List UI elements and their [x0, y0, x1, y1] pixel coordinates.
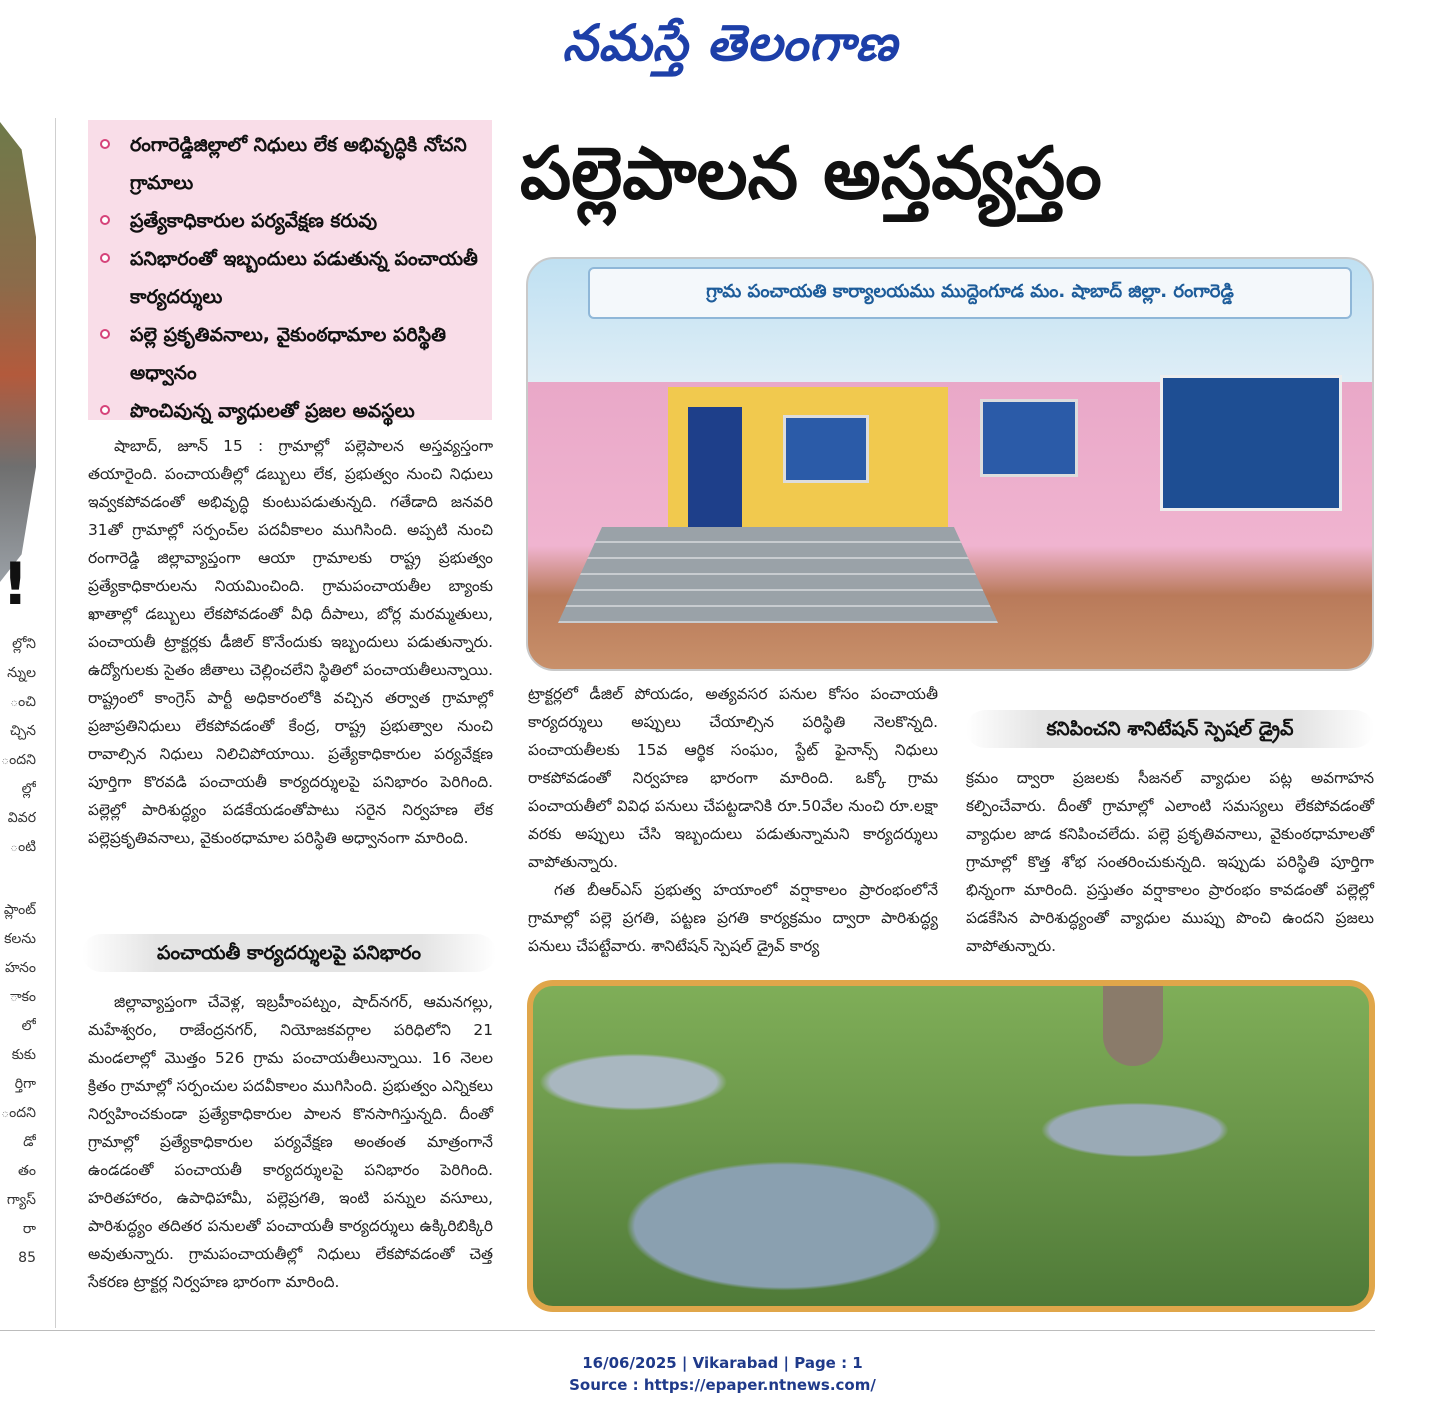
building-window	[783, 415, 869, 483]
body-paragraph: షాబాద్, జూన్ 15 : గ్రామాల్లో పల్లెపాలన అస్తవ్యస్తంగా తయారైంది. పంచాయతీల్లో డబ్బులు లేక, ప్రభుత్వం నుంచి నిధులు ఇవ్వకపోవడంతో అభివృద్ధి కుంటుపడుతున్నది. గతేడాది జనవరి 31తో గ్రామాల్లో సర్పంచ్‌ల పదవీకాలం ముగిసింది. అప్పటి నుంచి రంగారెడ్డి జిల్లావ్యాప్తంగా ఆయా గ్రామాలకు రాష్ట్ర ప్రభుత్వం ప్రత్యేకాధికారులను నియమించింది. గ్రామపంచాయతీల బ్యాంకు ఖాతాల్లో డబ్బులు లేకపోవడంతో వీధి దీపాలు, బోర్ల మరమ్మతులు, పంచాయతీ ట్రాక్టర్లకు డీజిల్ కొనేందుకు ఇబ్బందులు పడుతున్నారు. ఉద్యోగులకు సైతం జీతాలు చెల్లించలేని స్థితిలో పంచాయతీలున్నాయి. రాష్ట్రంలో కాంగ్రెస్ పార్టీ అధికారంలోకి వచ్చిన తర్వాత గ్రామాల్లో ప్రజాప్రతినిధులు లేకపోవడంతో కేంద్ర, రాష్ట్ర ప్రభుత్వాల నుంచి రావాల్సిన నిధులు నిలిచిపోయాయి. ప్రత్యేకాధికారుల పర్యవేక్షణ పూర్తిగా కొరవడి పంచాయతీ కార్యదర్శులపై పనిభారం పెరిగింది. పల్లెల్లో పారిశుద్ధ్యం పడకేయడంతోపాటు సరైన నిర్వహణ లేక పల్లెప్రకృతివనాలు, వైకుంఠధామాల పరిస్థితి అధ్వానంగా మారింది.	[88, 437, 493, 847]
page-bottom-rule	[0, 1330, 1375, 1331]
strip-line	[0, 862, 36, 896]
body-paragraph: జిల్లావ్యాప్తంగా చేవెళ్ల, ఇబ్రహీంపట్నం, షాద్‌నగర్, ఆమనగల్లు, మహేశ్వరం, రాజేంద్రనగర్, నియోజకవర్గాల పరిధిలోని 21 మండలాల్లో మొత్తం 526 గ్రామ పంచాయతీలున్నాయి. 16 నెలల క్రితం గ్రామాల్లో సర్పంచుల పదవీకాలం ముగిసింది. ప్రభుత్వం ఎన్నికలు నిర్వహించకుండా ప్రత్యేకాధికారుల పాలన కొనసాగిస్తున్నది. దీంతో గ్రామాల్లో ప్రత్యేకాధికారుల పర్యవేక్షణ అంతంత మాత్రంగానే ఉండడంతో పంచాయతీ కార్యదర్శులపై పనిభారం పెరిగింది. హరితహారం, ఉపాధిహామీ, పల్లెప్రగతి, ఇంటి పన్నుల వసూలు, పారిశుద్ధ్యం తదితర పనులతో పంచాయతీ కార్యదర్శులు ఉక్కిరిబిక్కిరి అవుతున్నారు. గ్రామపంచాయతీల్లో నిధులు లేకపోవడంతో చెత్త సేకరణ ట్రాక్టర్ల నిర్వహణ భారంగా మారింది.	[88, 993, 493, 1291]
strip-line: గ్యాస్	[6, 1192, 36, 1208]
highlight-text: ప్రత్యేకాధికారుల పర్యవేక్షణ కరువు	[130, 210, 378, 232]
article-column-2	[528, 680, 938, 960]
highlight-item	[96, 392, 488, 430]
adjacent-photo	[0, 122, 36, 582]
strip-line: వివర	[7, 810, 36, 826]
strip-line: చ్చిన	[9, 723, 36, 739]
adjacent-text	[0, 630, 36, 1273]
strip-line: ాకం	[9, 989, 36, 1005]
highlight-item	[96, 240, 488, 316]
strip-line: కుకు	[11, 1047, 36, 1063]
subheading-secretaries-workload: పంచాయతీ కార్యదర్శులపై పనిభారం	[82, 934, 496, 972]
bullet-icon	[100, 215, 110, 225]
adjacent-article-strip	[0, 110, 45, 1330]
highlight-item	[96, 126, 488, 202]
article-column-3	[966, 764, 1374, 960]
strip-line: ర్తిగా	[14, 1076, 36, 1092]
strip-line: ల్లోని	[12, 636, 36, 652]
panchayat-office-photo	[526, 257, 1374, 671]
masthead-logo: నమస్తే తెలంగాణ	[562, 14, 898, 72]
highlights-box	[88, 120, 492, 420]
bullet-icon	[100, 253, 110, 263]
article-headline: పల్లెపాలన అస్తవ్యస్తం	[520, 131, 1102, 215]
highlight-text: పల్లె ప్రకృతివనాలు, వైకుంఠధామాల పరిస్థితి అధ్వానం	[130, 324, 446, 384]
highlight-item	[96, 316, 488, 392]
waterlogged-ground-photo	[527, 980, 1375, 1312]
adjacent-headline-fragment: !	[2, 550, 29, 618]
highlight-text: రంగారెడ్డిజిల్లాలో నిధులు లేక అభివృద్ధికి నోచని గ్రామాలు	[130, 134, 467, 194]
strip-line: హనం	[5, 960, 36, 976]
building-door	[688, 407, 742, 527]
building-window	[980, 399, 1078, 477]
subheading-sanitation-drive: కనిపించని శానిటేషన్ స్పెషల్ డ్రైవ్	[966, 710, 1374, 748]
strip-line: ంటి	[10, 839, 36, 855]
notice-board	[1160, 375, 1342, 511]
tree-trunk	[1103, 986, 1163, 1066]
office-signboard: గ్రామ పంచాయతి కార్యాలయము ముద్దెంగూడ మం. షాబాద్ జిల్లా. రంగారెడ్డి	[588, 267, 1352, 319]
bullet-icon	[100, 139, 110, 149]
strip-line: ందని	[1, 1105, 36, 1121]
highlight-item	[96, 202, 488, 240]
article-column-1-continued	[88, 988, 493, 1296]
strip-line: కలను	[4, 931, 36, 947]
strip-line: ంచి	[10, 694, 36, 710]
strip-line: రా	[22, 1221, 36, 1237]
strip-line: ప్లాంట్	[3, 902, 36, 918]
edition-info: 16/06/2025 | Vikarabad | Page : 1	[582, 1354, 863, 1372]
bullet-icon	[100, 405, 110, 415]
building-steps	[558, 527, 998, 623]
strip-line: 85	[18, 1250, 36, 1266]
strip-line: లో	[21, 1018, 36, 1034]
strip-line: ల్లో	[21, 781, 36, 797]
highlight-text: పొంచివున్న వ్యాధులతో ప్రజల అవస్థలు	[130, 400, 415, 422]
strip-line: న్నుల	[7, 665, 36, 681]
page-footer	[0, 1352, 1445, 1396]
source-link[interactable]: Source : https://epaper.ntnews.com/	[569, 1376, 876, 1394]
article-column-1	[88, 432, 493, 852]
strip-line: తం	[18, 1163, 36, 1179]
strip-line: డో	[23, 1134, 36, 1150]
column-divider	[55, 118, 56, 1328]
body-paragraph: క్రమం ద్వారా ప్రజలకు సీజనల్ వ్యాధుల పట్ల అవగాహన కల్పించేవారు. దీంతో గ్రామాల్లో ఎలాంటి సమస్యలు లేకపోవడంతో వ్యాధుల జాడ కనిపించలేదు. పల్లె ప్రకృతివనాలు, వైకుంఠధామాలతో గ్రామాల్లో కొత్త శోభ సంతరించుకున్నది. ఇప్పుడు పరిస్థితి పూర్తిగా భిన్నంగా మారింది. ప్రస్తుతం వర్షాకాలం ప్రారంభం కావడంతో పల్లెల్లో పడకేసిన పారిశుద్ధ్యంతో వ్యాధుల ముప్పు పొంచి ఉందని ప్రజలు వాపోతున్నారు.	[966, 769, 1374, 955]
body-paragraph: ట్రాక్టర్లలో డీజిల్ పోయడం, అత్యవసర పనుల కోసం పంచాయతీ కార్యదర్శులు అప్పులు చేయాల్సిన పరిస్థితి నెలకొన్నది. పంచాయతీలకు 15వ ఆర్థిక సంఘం, స్టేట్ ఫైనాన్స్ నిధులు రాకపోవడంతో నిర్వహణ భారంగా మారింది. ఒక్కో గ్రామ పంచాయతీలో వివిధ పనులు చేపట్టడానికి రూ.50వేల నుంచి రూ.లక్షా వరకు అప్పులు చేసి ఇబ్బందులు పడుతున్నామని కార్యదర్శులు వాపోతున్నారు.	[528, 685, 938, 871]
strip-line: ందని	[1, 752, 36, 768]
highlight-text: పనిభారంతో ఇబ్బందులు పడుతున్న పంచాయతీ కార్యదర్శులు	[130, 248, 478, 308]
bullet-icon	[100, 329, 110, 339]
body-paragraph: గత బీఆర్‌ఎస్ ప్రభుత్వ హయాంలో వర్షాకాలం ప్రారంభంలోనే గ్రామాల్లో పల్లె ప్రగతి, పట్టణ ప్రగతి కార్యక్రమం ద్వారా పారిశుద్ధ్య పనులు చేపట్టేవారు. శానిటేషన్ స్పెషల్ డ్రైవ్ కార్య	[528, 881, 938, 955]
